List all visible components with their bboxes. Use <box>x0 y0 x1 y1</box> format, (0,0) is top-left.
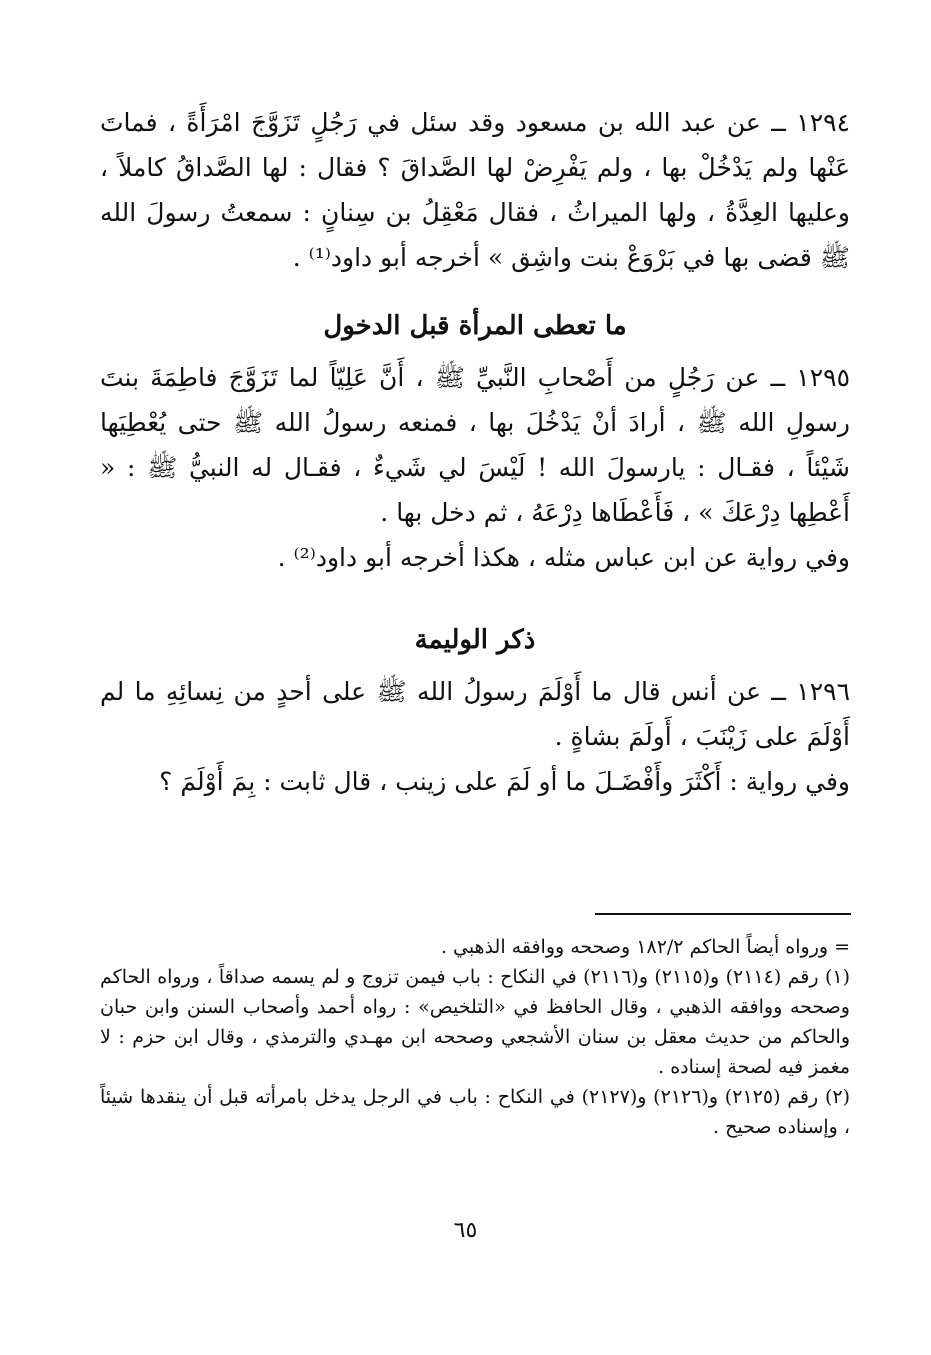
footnote-continuation: = ورواه أيضاً الحاكم ١٨٢/٢ وصححه ووافقه الذهبي . <box>440 936 850 958</box>
hadith-1296: ١٢٩٦ ــ عن أنس قال ما أَوْلَمَ رسولُ الله ﷺ على أحدٍ من نِسائِهِ ما لم أَوْلَمَ على زَيْنَبَ ، أَولَمَ بشاةٍ . <box>100 677 850 751</box>
footnotes <box>100 932 850 1142</box>
page-number: ٦٥ <box>453 1218 478 1243</box>
hadith-1295-variant: وفي رواية عن ابن عباس مثله ، هكذا أخرجه أبو داود⁽²⁾ . <box>277 543 850 572</box>
hadith-1294: ١٢٩٤ ــ عن عبد الله بن مسعود وقد سئل في رَجُلٍ تَزَوَّجَ امْرَأَةً ، فماتَ عَنْها ولم يَدْخُلْ بها ، ولم يَفْرِضْ لها الصَّداقَ ؟ فقال : لها الصَّداقُ كاملاً ، وعليها العِدَّةُ ، ولها الميراثُ ، فقال مَعْقِلُ بن سِنانٍ : سمعتُ رسولَ الله ﷺ قضى بها في بَرْوَعْ بنت واشِق » أخرجه أبو داود⁽¹⁾ . <box>100 108 850 272</box>
hadith-1296-variant: وفي رواية : أَكْثَرَ وأَفْضَـلَ ما أو لَمَ على زينب ، قال ثابت : بِمَ أَوْلَمَ ؟ <box>159 767 850 796</box>
section-heading-wedding-feast: ذكر الوليمة <box>414 625 536 655</box>
footnote-1: (١) رقم (٢١١٤) و(٢١١٥) و(٢١١٦) في النكاح : باب فيمن تزوج و لم يسمه صداقاً ، ورواه الحاكم وصححه ووافقه الذهبي ، وقال الحافظ في «التلخيص» : رواه أحمد وأصحاب السنن وابن حبان والحاكم من حديث معقل بن سنان الأشجعي وصححه ابن مهـدي والترمذي ، وقال ابن حزم : لا مغمز فيه لصحة إسناده . <box>100 966 850 1078</box>
footnote-2: (٢) رقم (٢١٢٥) و(٢١٢٦) و(٢١٢٧) في النكاح : باب في الرجل يدخل بامرأته قبل أن ينقدها شيئاً ، وإسناده صحيح . <box>100 1086 851 1138</box>
footnote-divider <box>595 913 851 915</box>
page-body <box>100 100 850 804</box>
section-heading-gift-before-consummation: ما تعطى المرأة قبل الدخول <box>323 311 627 341</box>
hadith-1295: ١٢٩٥ ــ عن رَجُلٍ من أَصْحابِ النَّبيِّ ﷺ ، أَنَّ عَلِيّاً لما تَزَوَّجَ فاطِمَةَ بنتَ رسولِ الله ﷺ ، أرادَ أنْ يَدْخُلَ بها ، فمنعه رسولُ الله ﷺ حتى يُعْطِيَها شَيْئاً ، فقـال : يارسولَ الله ! لَيْسَ لي شَيءٌ ، فقـال له النبيُّ ﷺ : « أَعْطِها دِرْعَكَ » ، فَأَعْطَاها دِرْعَهُ ، ثم دخل بها . <box>100 363 850 527</box>
